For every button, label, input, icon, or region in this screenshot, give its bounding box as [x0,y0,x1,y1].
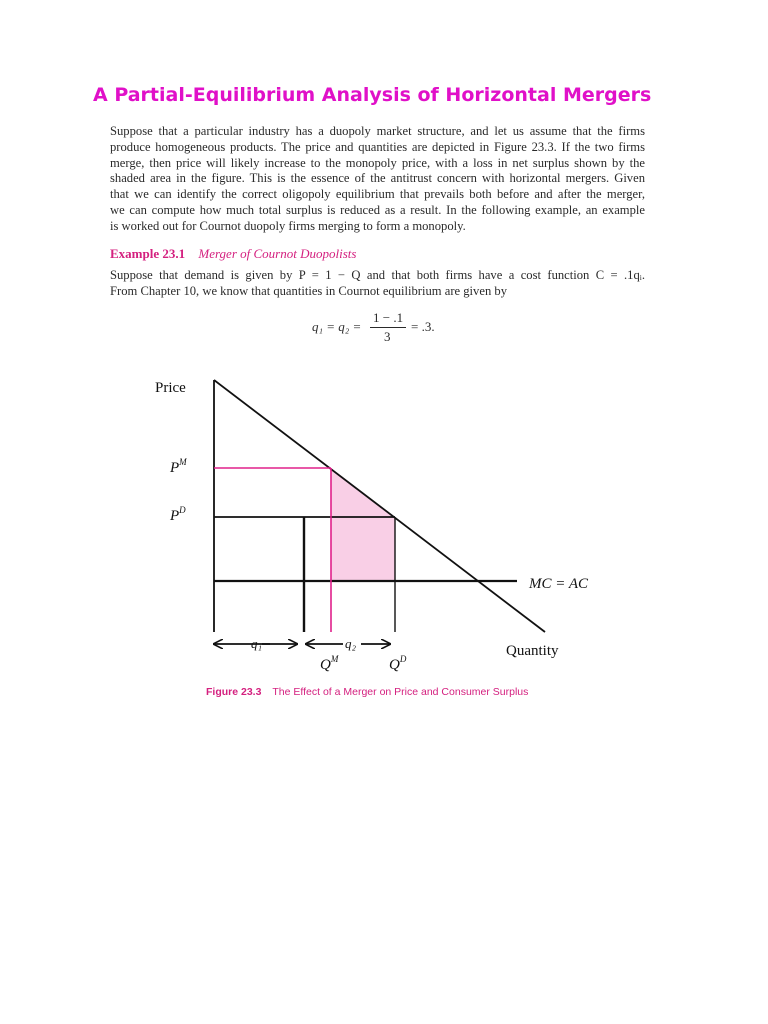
q1-label: q₁ [251,636,263,651]
price-axis-label: Price [155,380,186,396]
equation-numerator: 1 − .1 [373,310,404,325]
caption-text: The Effect of a Merger on Price and Consumer Surplus [272,686,529,698]
pd-label: $P^D$ [170,505,186,524]
figure-caption [206,686,528,698]
qd-label: $Q^D$ [389,654,407,673]
equation-denominator: 3 [384,329,391,344]
intro-line: merge, then price will likely increase to the monopoly price, with a loss in net surplus shown by the [110,155,645,170]
example-line: Suppose that demand is given by P = 1 − Q and that both firms have a cost function C = .1qᵢ. [110,268,645,282]
equation-rhs: = .3. [411,319,435,334]
example-number: Example 23.1 [110,246,186,261]
pm-label: $P^M$ [170,457,187,476]
equation-lhs: q₁ = q₂ = [312,319,362,334]
example-name: Merger of Cournot Duopolists [198,246,357,261]
caption-number: Figure 23.3 [206,686,262,698]
intro-line: is worked out for Cournot duopoly firms merging to form a monopoly. [110,218,466,233]
intro-line: that we can identify the correct oligopoly equilibrium that prevails both before and after the merger, [110,187,645,202]
intro-line: Suppose that a particular industry has a duopoly market structure, and let us assume that the firms [110,124,645,138]
intro-line: shaded area in the figure. This is the essence of the antitrust concern with horizontal mergers. Given [110,171,645,186]
intro-line: produce homogeneous products. The price and quantities are depicted in Figure 23.3. If the two firms [110,139,645,154]
quantity-axis-label: Quantity [506,643,559,659]
demand-curve [214,380,545,632]
q2-label: q₂ [345,636,357,651]
mc-ac-label: MC = AC [529,576,589,592]
surplus-loss-area [331,468,395,581]
page-title: A Partial-Equilibrium Analysis of Horizontal Mergers [93,84,652,106]
example-line: From Chapter 10, we know that quantities in Cournot equilibrium are given by [110,283,507,298]
qm-label: $Q^M$ [320,654,339,673]
intro-line: we can compute how much total surplus is reduced as a result. In the following example, an example [110,202,645,217]
